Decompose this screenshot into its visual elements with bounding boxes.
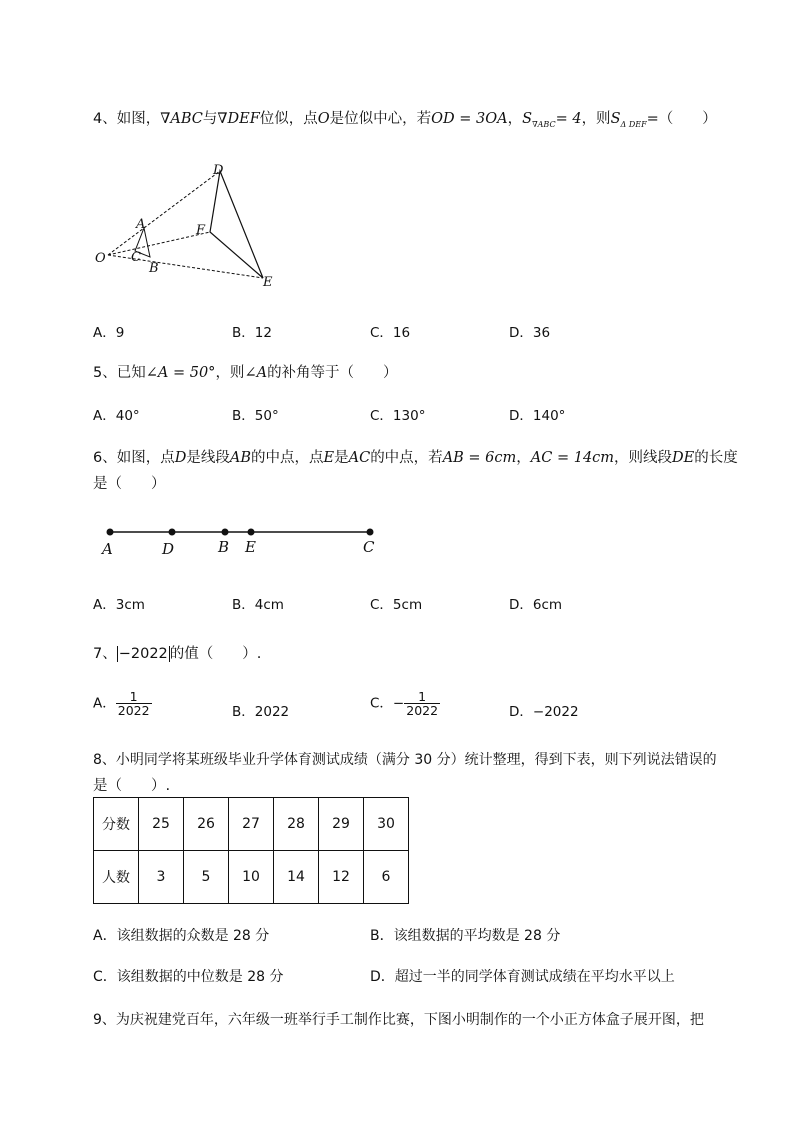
q5-stem [93, 361, 398, 382]
q4-text-part: ，则 [581, 111, 611, 127]
q6-text-part: 的长度 [694, 450, 738, 466]
dot-b [222, 529, 229, 536]
option-label: A． [93, 695, 116, 712]
answer-blank: =（ ） [646, 111, 717, 127]
q6-text-part: 的中点，点 [251, 450, 324, 466]
label-d: D [213, 163, 224, 178]
q6-number-line [98, 523, 398, 559]
numerator: 1 [129, 689, 138, 704]
q4-option-d[interactable]: D．36 [509, 325, 551, 341]
table-header-cell: 分数 [94, 798, 139, 851]
label-d: D [162, 540, 175, 558]
q4-text-part: ， [507, 111, 523, 127]
q8-option-d[interactable]: D．超过一半的同学体育测试成绩在平均水平以上 [370, 969, 675, 985]
q8-option-a[interactable]: A．该组数据的众数是 28 分 [93, 928, 270, 944]
q7-option-c[interactable] [370, 690, 440, 717]
q5-option-c[interactable]: C．130° [370, 408, 426, 424]
triangle-abc: ∇ABC [160, 111, 203, 127]
dot-c [367, 529, 374, 536]
triangle-def: ∇DEF [217, 111, 260, 127]
area-def-subscript: Δ DEF [620, 119, 647, 129]
denominator: 2022 [117, 703, 150, 719]
q5-option-a[interactable]: A．40° [93, 408, 140, 424]
q4-text-part: 与 [202, 111, 218, 127]
q7-text-part: 的值（ ）. [169, 646, 262, 662]
q8-option-b[interactable]: B．该组数据的平均数是 28 分 [370, 928, 561, 944]
q6-text-part: 是线段 [186, 450, 230, 466]
q7-option-a[interactable] [93, 690, 152, 717]
q6-stem-line1 [93, 446, 738, 467]
score-table [93, 797, 409, 904]
q4-option-a[interactable]: A．9 [93, 325, 125, 341]
q6-text-part: 6、如图，点 [93, 450, 175, 466]
q6-text-part: ，则线段 [614, 450, 673, 466]
large-triangle [210, 171, 263, 278]
label-a: A [102, 540, 113, 558]
ratio-equation: OD = 3OA [431, 111, 508, 127]
table-cell: 27 [229, 798, 274, 851]
label-a: A [136, 217, 146, 232]
q6-option-d[interactable]: D．6cm [509, 597, 563, 613]
denominator: 2022 [406, 703, 439, 719]
area-abc: S [522, 111, 533, 127]
dot-a [107, 529, 114, 536]
fraction [116, 690, 152, 717]
q6-option-b[interactable]: B．4cm [232, 597, 284, 613]
q6-stem-line2: 是（ ） [93, 476, 166, 492]
table-cell: 28 [274, 798, 319, 851]
ac-length: AC = 14cm [530, 450, 615, 466]
label-o: O [95, 251, 106, 266]
q7-stem [93, 642, 261, 663]
q8-stem-line2: 是（ ）. [93, 778, 171, 794]
q7-number: 7、 [93, 646, 117, 662]
table-cell: 30 [364, 798, 409, 851]
q6-text-part: 是 [334, 450, 349, 466]
angle-a: ∠A [244, 365, 268, 381]
area-abc-subscript: ∇ABC [532, 119, 556, 129]
label-e: E [263, 275, 273, 290]
q6-text-part: 的中点，若 [370, 450, 443, 466]
q6-text-part: ， [516, 450, 531, 466]
label-c: C [363, 538, 375, 556]
point-d: D [174, 450, 187, 466]
q9-stem-line1: 9、为庆祝建党百年，六年级一班举行手工制作比赛，下图小明制作的一个小正方体盒子展开图，把 [93, 1012, 704, 1028]
q4-text-part: 是位似中心，若 [329, 111, 432, 127]
numerator: 1 [418, 689, 427, 704]
q8-option-c[interactable]: C．该组数据的中位数是 28 分 [93, 969, 284, 985]
table-cell: 25 [139, 798, 184, 851]
q7-option-b[interactable]: B．2022 [232, 704, 290, 720]
q4-option-b[interactable]: B．12 [232, 325, 272, 341]
table-cell: 12 [319, 851, 364, 904]
table-cell: 29 [319, 798, 364, 851]
fraction [404, 690, 440, 717]
q6-option-a[interactable]: A．3cm [93, 597, 145, 613]
table-cell: 6 [364, 851, 409, 904]
table-row [94, 798, 409, 851]
q5-option-d[interactable]: D．140° [509, 408, 566, 424]
q4-text-part: 位似，点 [259, 111, 318, 127]
q5-text-part: 的补角等于（ ） [267, 365, 398, 381]
table-cell: 3 [139, 851, 184, 904]
label-f: F [196, 223, 206, 238]
q4-figure [90, 158, 290, 298]
segment-ab: AB [229, 450, 252, 466]
table-cell: 26 [184, 798, 229, 851]
segment-de: DE [672, 450, 695, 466]
label-b: B [218, 538, 230, 556]
ray-of [108, 232, 210, 255]
point-e: E [323, 450, 335, 466]
table-cell: 10 [229, 851, 274, 904]
table-header-cell: 人数 [94, 851, 139, 904]
table-cell: 5 [184, 851, 229, 904]
q4-stem [93, 107, 717, 129]
option-label: C．− [370, 695, 405, 712]
label-c: C [131, 250, 141, 265]
label-b: B [149, 261, 159, 276]
q7-option-d[interactable]: D．−2022 [509, 704, 579, 720]
table-row [94, 851, 409, 904]
segment-ac: AC [348, 450, 371, 466]
q5-text-part: ，则 [215, 365, 245, 381]
q5-option-b[interactable]: B．50° [232, 408, 279, 424]
q4-option-c[interactable]: C．16 [370, 325, 411, 341]
q8-stem-line1: 8、小明同学将某班级毕业升学体育测试成绩（满分 30 分）统计整理，得到下表，则下列说法错误的 [93, 752, 717, 768]
label-e: E [245, 538, 256, 556]
ab-length: AB = 6cm [442, 450, 517, 466]
dot-e [248, 529, 255, 536]
q5-text-part: 5、已知 [93, 365, 146, 381]
table-cell: 14 [274, 851, 319, 904]
abs-inner: −2022 [118, 646, 168, 662]
q6-option-c[interactable]: C．5cm [370, 597, 423, 613]
point-o: O [317, 111, 330, 127]
q4-text-part: 4、如图， [93, 111, 161, 127]
area-abc-value: = 4 [555, 111, 582, 127]
area-def: S [610, 111, 621, 127]
dot-d [169, 529, 176, 536]
absolute-value-expression [117, 646, 170, 662]
angle-a-given: ∠A = 50° [145, 365, 216, 381]
